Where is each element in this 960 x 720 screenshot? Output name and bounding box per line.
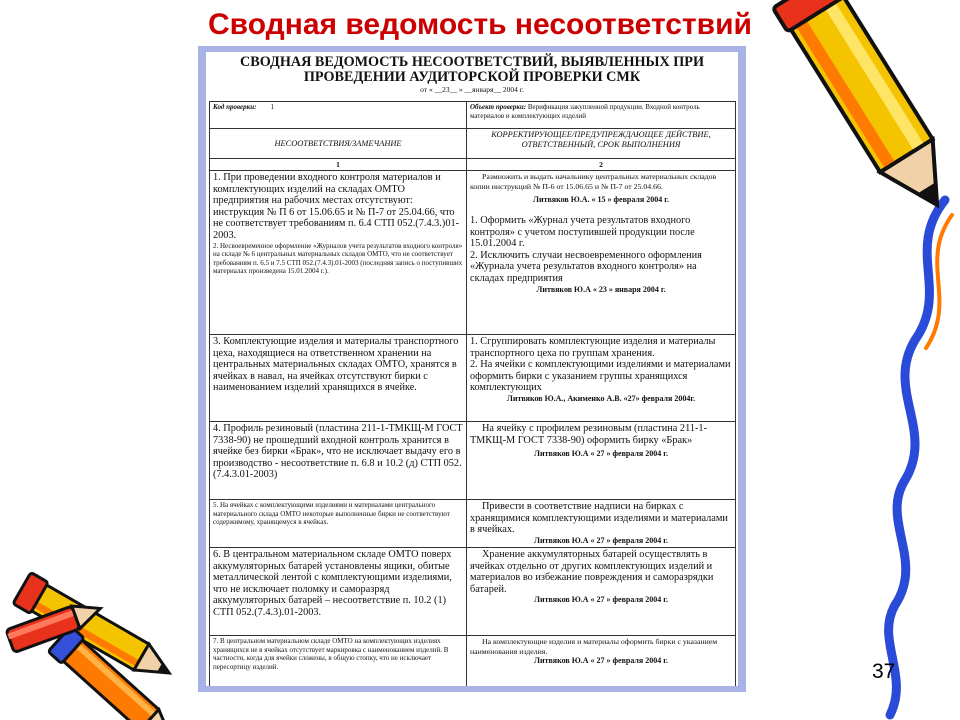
nonconformity-text: 6. В центральном материальном складе ОМТО поверх аккумуляторных батарей установлены ящики, обитые металлической лентой с комплектующими изделиями, что не исключает поломку и саморазряд аккумуляторных батарей – несоответствие п. 10.2 (1) СТП 052.(7.4.3).01-2003. <box>213 549 452 618</box>
action-text: 2. Исключить случаи несвоевременного оформления «Журнала учета результатов входного контроля» на складах предприятия <box>470 249 702 284</box>
signature: Литвяков Ю.А « 23 » января 2004 г. <box>536 284 666 294</box>
nonconformity-text: 2. Несвоевременное оформление «Журналов учета результатов входного контроля» на складе № 6 центральных материальных складов ОМТО, что не соответствует требованиям п. 6.5 и 7.5 СТП 052.(7.4.3).01-2003 (последняя запись о поступивших материалах произведена 15.01.2004 г.). <box>213 241 463 276</box>
action-text: 1. Сгруппировать комплектующие изделия и материалы транспортного цеха по группам хранения. <box>470 336 716 359</box>
pencil-icon <box>13 572 178 688</box>
audit-object-cell <box>467 102 736 129</box>
action-cell <box>467 500 736 548</box>
document-heading <box>206 52 738 85</box>
table-row <box>210 548 736 636</box>
document-page <box>206 52 738 686</box>
action-cell <box>467 636 736 687</box>
table-row <box>210 422 736 500</box>
action-text: 2. На ячейки с комплектующими изделиями и материалами оформить бирки с указанием группы хранящихся комплектующих <box>470 359 731 394</box>
signature: Литвяков Ю.А « 27 » февраля 2004 г. <box>534 595 668 605</box>
action-cell <box>467 548 736 636</box>
document-frame <box>198 46 746 692</box>
audit-object-value: Верификация закупленной продукции. Входной контроль материалов и комплектующих изделий <box>470 103 700 120</box>
nonconformity-text: 4. Профиль резиновый (пластина 211-1-ТМКЩ-М ГОСТ 7338-90) не прошедший входной контроль хранится в ячейке без бирки «Брак», что не исключает выдачу его в производство - несоответствие п. 6.8 и 10.2 (д) СТП 052.(7.4.3.01-2003) <box>213 423 463 481</box>
document-date: от « __23__ » __января__ 2004 г. <box>420 85 524 94</box>
action-cell <box>467 335 736 422</box>
signature: Литвяков Ю.А., Акименко А.В. «27» февраля 2004г. <box>506 393 696 403</box>
action-cell <box>467 422 736 500</box>
nonconformity-cell <box>210 636 467 687</box>
nonconformity-text: 3. Комплектующие изделия и материалы транспортного цеха, находящиеся на ответственном хранении на центральных материальных складах ОМТО, хранятся в ячейках в навал, на ячейках отсутствуют бирки с наименованием изделий хранящихся в ячейке. <box>213 336 459 394</box>
table-row <box>210 500 736 548</box>
nonconformity-cell <box>210 422 467 500</box>
action-text: Привести в соответствие надписи на бирках с хранящимися комплектующими изделиями и материалами в ячейках. <box>470 501 728 536</box>
pencil-icon <box>6 597 104 652</box>
column-header-action: КОРРЕКТИРУЮЩЕЕ/ПРЕДУПРЕЖДАЮЩЕЕ ДЕЙСТВИЕ, ОТВЕТСТВЕННЫЙ, СРОК ВЫПОЛНЕНИЯ <box>467 129 736 159</box>
audit-object-label: Объект проверки: <box>470 103 527 111</box>
nonconformity-cell <box>210 171 467 335</box>
scribble-line-decoration <box>926 215 952 348</box>
action-text: На ячейку с профилем резиновым (пластина 211-1-ТМКЩ-М ГОСТ 7338-90) оформить бирку «Брак» <box>470 423 707 446</box>
pencil-icon <box>48 626 183 720</box>
column-number-1: 1 <box>210 159 467 171</box>
nonconformity-cell <box>210 548 467 636</box>
action-cell <box>467 171 736 335</box>
slide-title: Сводная ведомость несоответствий <box>208 8 752 41</box>
nonconformity-text: 7. В центральном материальном складе ОМТО на комплектующих изделиях хранящихся не в ячейках отсутствует маркировка с наименованием изделий. В частности, когда для ячейки сложены, в общую стопку, что не исключает пересортицу изделий. <box>213 637 449 671</box>
signature: Литвяков Ю.А. « 15 » февраля 2004 г. <box>533 195 669 204</box>
nonconformity-text: 1. При проведении входного контроля материалов и комплектующих изделий на складах ОМТО предприятия на рабочих местах отсутствуют: инструкция № П 6 от 15.06.65 и № П-7 от 25.04.66, что не соответствует требованиям п. 6.4 СТП 052.(7.4.3.)01-2003. <box>213 172 460 241</box>
action-text: Хранение аккумуляторных батарей осуществлять в ячейках отдельно от других комплектующих изделий и материалов во избежание повреждения и саморазрядки батарей. <box>470 549 714 595</box>
table-row <box>210 171 736 335</box>
audit-code-label: Код проверки: <box>213 103 257 111</box>
scribble-line-decoration <box>889 200 945 715</box>
signature: Литвяков Ю.А « 27 » февраля 2004 г. <box>534 656 668 665</box>
audit-code-cell <box>210 102 467 129</box>
nonconformity-cell <box>210 335 467 422</box>
table-row <box>210 335 736 422</box>
column-header-nonconformity: НЕСООТВЕТСТВИЯ/ЗАМЕЧАНИЕ <box>210 129 467 159</box>
document-heading-line2: ПРОВЕДЕНИИ АУДИТОРСКОЙ ПРОВЕРКИ СМК <box>303 69 641 85</box>
signature: Литвяков Ю.А « 27 » февраля 2004 г. <box>534 449 668 459</box>
action-text: 1. Оформить «Журнал учета результатов входного контроля» с учетом поступившей продукции после 15.01.2004 г. <box>470 215 695 250</box>
signature: Литвяков Ю.А « 27 » февраля 2004 г. <box>534 535 668 545</box>
action-text: Размножить и выдать начальнику центральных материальных складов копии инструкций № П-6 от 15.06.65 и № П-7 от 25.04.66. <box>470 172 717 191</box>
action-text: На комплектующие изделия и материалы оформить бирки с указанием наименования изделия. <box>470 637 718 656</box>
nonconformity-text: 5. На ячейках с комплектующими изделиями и материалами центрального материального склада ОМТО некоторые выполненные бирки не соответствуют содержимому, хранящемуся в ячейках. <box>213 501 450 526</box>
page-number: 37 <box>872 660 896 683</box>
table-row <box>210 636 736 687</box>
audit-code-value: 1 <box>270 103 274 111</box>
nonconformity-table <box>209 101 736 686</box>
document-heading-line1: СВОДНАЯ ВЕДОМОСТЬ НЕСООТВЕТСТВИЙ, ВЫЯВЛЕННЫХ ПРИ <box>240 54 704 70</box>
column-number-2: 2 <box>467 159 736 171</box>
nonconformity-cell <box>210 500 467 548</box>
